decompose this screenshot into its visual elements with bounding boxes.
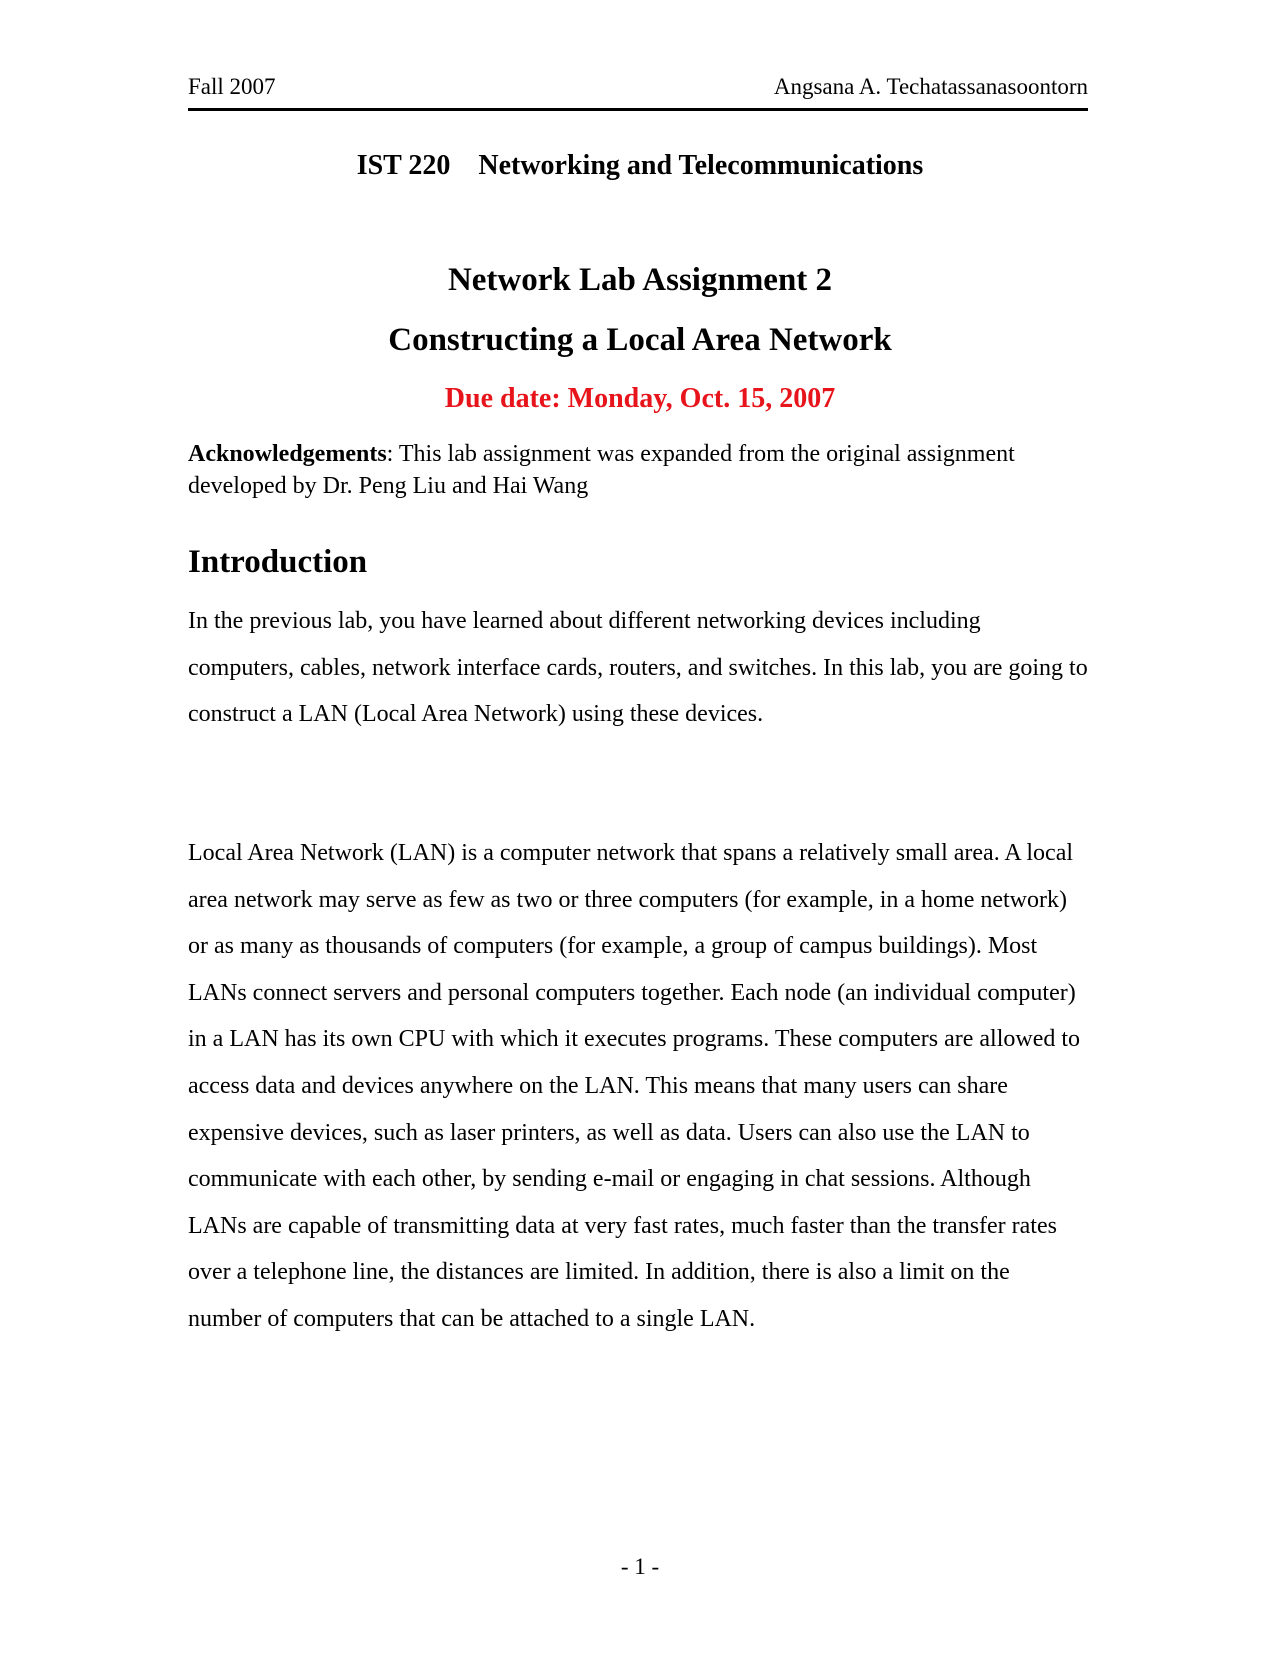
assignment-subtitle: Constructing a Local Area Network: [388, 322, 892, 358]
acknowledgements: [188, 438, 1088, 502]
acknowledgements-text: : This lab assignment was expanded from the original assignment developed by Dr. Peng Liu and Hai Wang: [188, 441, 1015, 499]
page-number: - 1 -: [620, 1554, 660, 1579]
due-date: Due date: Monday, Oct. 15, 2007: [444, 383, 836, 414]
acknowledgements-label: Acknowledgements: [188, 441, 387, 467]
intro-paragraph-1: In the previous lab, you have learned about different networking devices including computers, cables, network interface cards, routers, and switches. In this lab, you are going to construct a LAN (Local Area Network) using these devices.: [188, 608, 1088, 728]
section-heading-introduction: Introduction: [188, 544, 368, 580]
assignment-title: Network Lab Assignment 2: [447, 262, 833, 298]
page-header: [188, 74, 1088, 111]
course-code: IST 220: [356, 150, 451, 181]
header-author: Angsana A. Techatassanasoontorn: [773, 74, 1088, 99]
header-term: Fall 2007: [188, 74, 276, 99]
course-name: Networking and Telecommunications: [478, 150, 924, 181]
course-title: [0, 150, 1280, 182]
intro-paragraph-2: Local Area Network (LAN) is a computer network that spans a relatively small area. A local area network may serve as few as two or three computers (for example, in a home network) or as many as thousands of computers (for example, a group of campus buildings). Most LANs connect servers and personal computers together. Each node (an individual computer) in a LAN has its own CPU with which it executes programs. These computers are allowed to access data and devices anywhere on the LAN. This means that many users can share expensive devices, such as laser printers, as well as data. Users can also use the LAN to communicate with each other, by sending e-mail or engaging in chat sessions. Although LANs are capable of transmitting data at very fast rates, much faster than the transfer rates over a telephone line, the distances are limited. In addition, there is also a limit on the number of computers that can be attached to a single LAN.: [188, 840, 1081, 1332]
